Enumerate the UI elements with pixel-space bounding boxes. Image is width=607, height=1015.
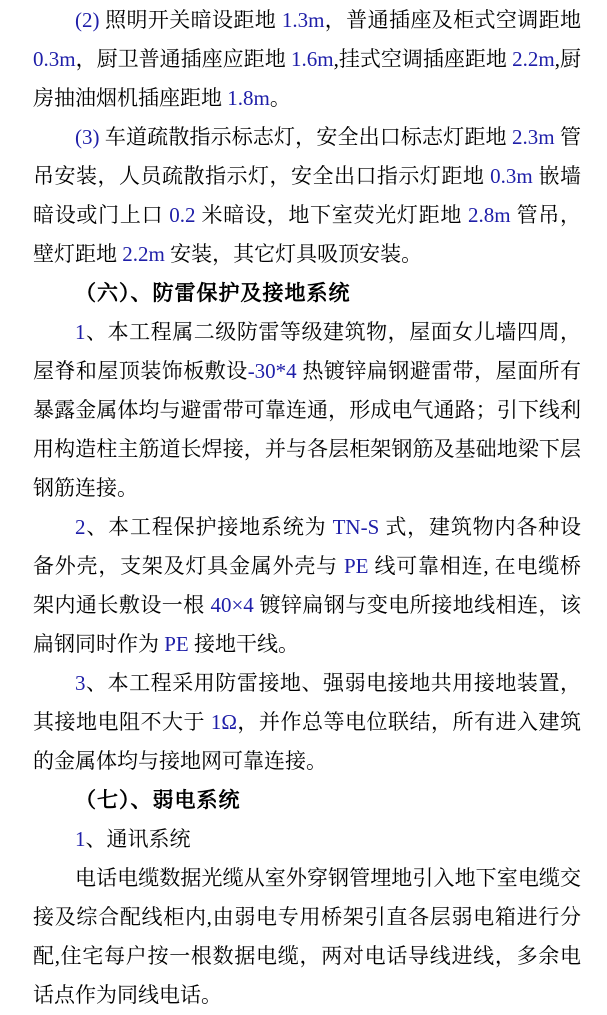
- latin-text: (3): [75, 125, 100, 149]
- latin-text: 3: [75, 671, 86, 695]
- latin-text: (2): [75, 8, 100, 32]
- paragraph-switch-socket-mounting-heights: (2) 照明开关暗设距地 1.3m，普通插座及柜式空调距地 0.3m，厨卫普通插座应距地 1.6m,挂式空调插座距地 2.2m,厨房抽油烟机插座距地 1.8m。: [33, 8, 582, 110]
- latin-text: 1Ω: [210, 710, 237, 734]
- subheading-communication-system: 1、通讯系统: [75, 827, 191, 851]
- paragraph-common-grounding-device: 3、本工程采用防雷接地、强弱电接地共用接地装置，其接地电阻不大于 1Ω，并作总等电位联结，所有进入建筑的金属体均与接地网可靠连接。: [33, 671, 582, 773]
- latin-text: 2.2m: [122, 242, 165, 266]
- latin-text: 1: [75, 827, 86, 851]
- heading-weak-current-system: （七）、弱电系统: [75, 789, 241, 812]
- paragraph-exit-indicator-lights: (3) 车道疏散指示标志灯，安全出口标志灯距地 2.3m 管吊安装，人员疏散指示灯，安全出口指示灯距地 0.3m 嵌墙暗设或门上口 0.2 米暗设，地下室荧光灯距地 2.8m 管吊，壁灯距地 2.2m 安装，其它灯具吸顶安装。: [33, 125, 582, 266]
- paragraph-protective-grounding-tns: 2、本工程保护接地系统为 TN-S 式，建筑物内各种设备外壳，支架及灯具金属外壳与 PE 线可靠相连, 在电缆桥架内通长敷设一根 40×4 镀锌扁钢与变电所接地线相连，该扁钢同时作为 PE 接地干线。: [33, 515, 582, 656]
- latin-text: 2.2m: [512, 47, 555, 71]
- latin-text: 2: [75, 515, 86, 539]
- latin-text: TN-S: [332, 515, 380, 539]
- latin-text: 40×4: [210, 593, 254, 617]
- latin-text: 2.3m: [512, 125, 555, 149]
- latin-text: 1.3m: [281, 8, 325, 32]
- latin-text: 1.6m: [290, 47, 334, 71]
- paragraph-telephone-cabling: 电话电缆数据光缆从室外穿钢管埋地引入地下室电缆交接及综合配线柜内,由弱电专用桥架引直各层弱电箱进行分配,住宅每户按一根数据电缆，两对电话导线进线，多余电话点作为同线电话。: [33, 866, 581, 1007]
- latin-text: -30*4: [247, 359, 297, 383]
- latin-text: PE: [343, 554, 369, 578]
- latin-text: PE: [164, 632, 189, 656]
- latin-text: 0.3m: [33, 47, 76, 71]
- latin-text: 1.8m: [227, 86, 270, 110]
- latin-text: 2.8m: [468, 203, 511, 227]
- latin-text: 0.2: [169, 203, 196, 227]
- heading-lightning-protection-grounding: （六）、防雷保护及接地系统: [75, 282, 351, 305]
- paragraph-lightning-belt: 1、本工程属二级防雷等级建筑物，屋面女儿墙四周，屋脊和屋顶装饰板敷设-30*4 热镀锌扁钢避雷带，屋面所有暴露金属体均与避雷带可靠连通，形成电气通路；引下线利用构造柱主筋道长焊接，并与各层柜架钢筋及基础地梁下层钢筋连接。: [33, 320, 582, 500]
- latin-text: 0.3m: [490, 164, 533, 188]
- latin-text: 1: [75, 320, 86, 344]
